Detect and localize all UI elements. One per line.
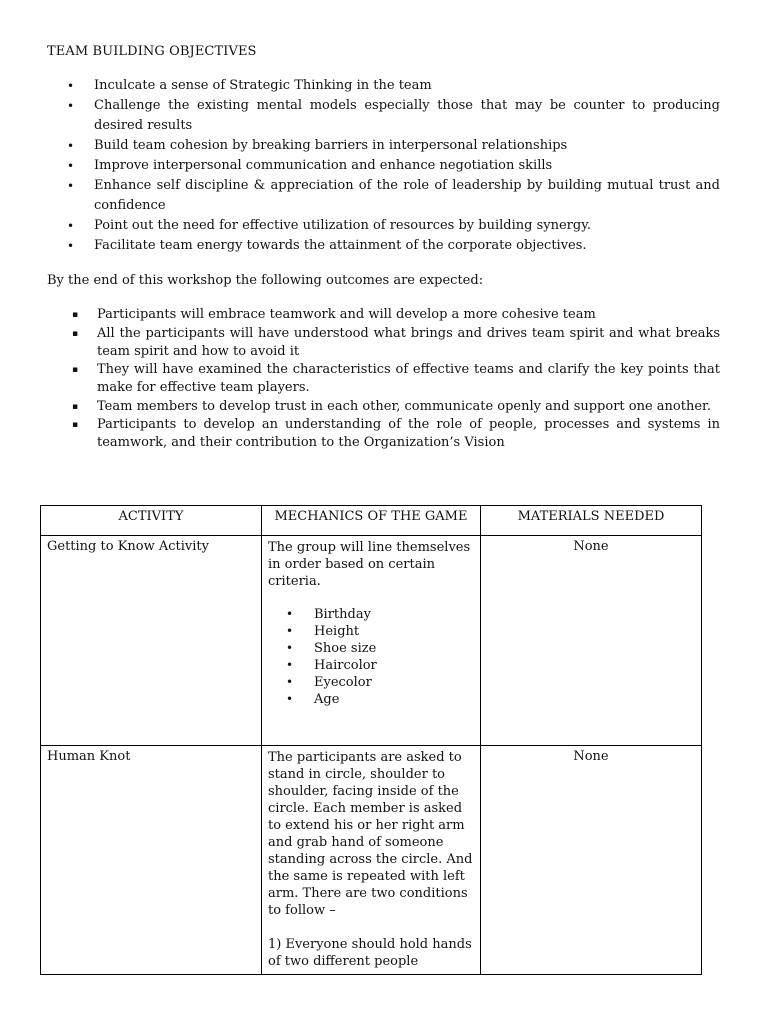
criteria-list (268, 606, 474, 708)
mechanics-cell (262, 536, 481, 746)
mechanics-text: The group will line themselves in order based on certain criteria. (268, 540, 471, 589)
square-bullet-icon: ▪ (72, 420, 79, 430)
activity-cell: Getting to Know Activity (41, 536, 262, 746)
square-bullet-icon: ▪ (72, 365, 79, 375)
bullet-icon: • (286, 675, 294, 689)
objectives-list (67, 76, 720, 256)
table-row (41, 746, 702, 975)
criteria-item: • Height (286, 624, 360, 639)
header-mechanics: MECHANICS OF THE GAME (262, 506, 481, 536)
outcomes-intro: By the end of this workshop the following outcomes are expected: (47, 273, 484, 288)
table-header-row (41, 506, 702, 536)
bullet-icon: • (67, 99, 75, 113)
activities-table (40, 505, 702, 975)
criteria-item: • Birthday (286, 607, 371, 622)
bullet-icon: • (67, 139, 75, 153)
bullet-icon: • (67, 79, 75, 93)
document-heading: TEAM BUILDING OBJECTIVES (47, 44, 257, 59)
bullet-icon: • (67, 179, 75, 193)
condition-text: 1) Everyone should hold hands of two different people (268, 937, 472, 969)
criteria-item: • Shoe size (286, 641, 377, 656)
bullet-icon: • (67, 239, 75, 253)
square-bullet-icon: ▪ (72, 310, 79, 320)
bullet-icon: • (286, 692, 294, 706)
criteria-item: • Haircolor (286, 658, 377, 673)
objective-item: • Enhance self discipline & appreciation of the role of leadership by building mutual trust and confidence (67, 178, 720, 213)
objective-item: • Improve interpersonal communication and enhance negotiation skills (67, 156, 720, 176)
materials-cell: None (481, 746, 702, 975)
outcome-item: ▪ All the participants will have understood what brings and drives team spirit and what breaks team spirit and how to avoid it (72, 325, 720, 359)
activity-cell: Human Knot (41, 746, 262, 975)
square-bullet-icon: ▪ (72, 328, 79, 339)
objective-item: • Point out the need for effective utilization of resources by building synergy. (67, 216, 720, 236)
bullet-icon: • (286, 607, 294, 621)
outcome-item: ▪ Team members to develop trust in each other, communicate openly and support one another. (72, 398, 711, 414)
header-materials: MATERIALS NEEDED (481, 506, 702, 536)
bullet-icon: • (286, 641, 294, 655)
mechanics-cell (262, 746, 481, 975)
objective-item: • Build team cohesion by breaking barriers in interpersonal relationships (67, 136, 720, 156)
square-bullet-icon: ▪ (72, 401, 79, 412)
header-activity: ACTIVITY (41, 506, 262, 536)
materials-cell: None (481, 536, 702, 746)
objective-item: • Challenge the existing mental models especially those that may be counter to producing desired results (67, 98, 720, 133)
bullet-icon: • (67, 219, 75, 233)
bullet-icon: • (286, 624, 294, 638)
bullet-icon: • (67, 159, 75, 173)
outcomes-list (72, 306, 720, 453)
outcome-item: ▪ Participants will embrace teamwork and will develop a more cohesive team (72, 307, 596, 322)
table-row (41, 536, 702, 746)
objective-item: • Facilitate team energy towards the attainment of the corporate objectives. (67, 236, 720, 256)
bullet-icon: • (286, 658, 294, 672)
criteria-item: • Eyecolor (286, 675, 372, 690)
outcome-item: ▪ They will have examined the characteristics of effective teams and clarify the key points that make for effective team players. (72, 362, 720, 395)
outcome-item: ▪ Participants to develop an understanding of the role of people, processes and systems in teamwork, and their contribution to the Organization’s Vision (72, 417, 720, 450)
objective-item: • Inculcate a sense of Strategic Thinking in the team (67, 76, 720, 96)
criteria-item: • Age (286, 692, 340, 707)
mechanics-text: The participants are asked to stand in circle, shoulder to shoulder, facing inside of the circle. Each member is asked to extend his or her right arm and grab hand of someone standing across the circle. And the same is repeated with left arm. There are two conditions to follow – (268, 750, 473, 918)
